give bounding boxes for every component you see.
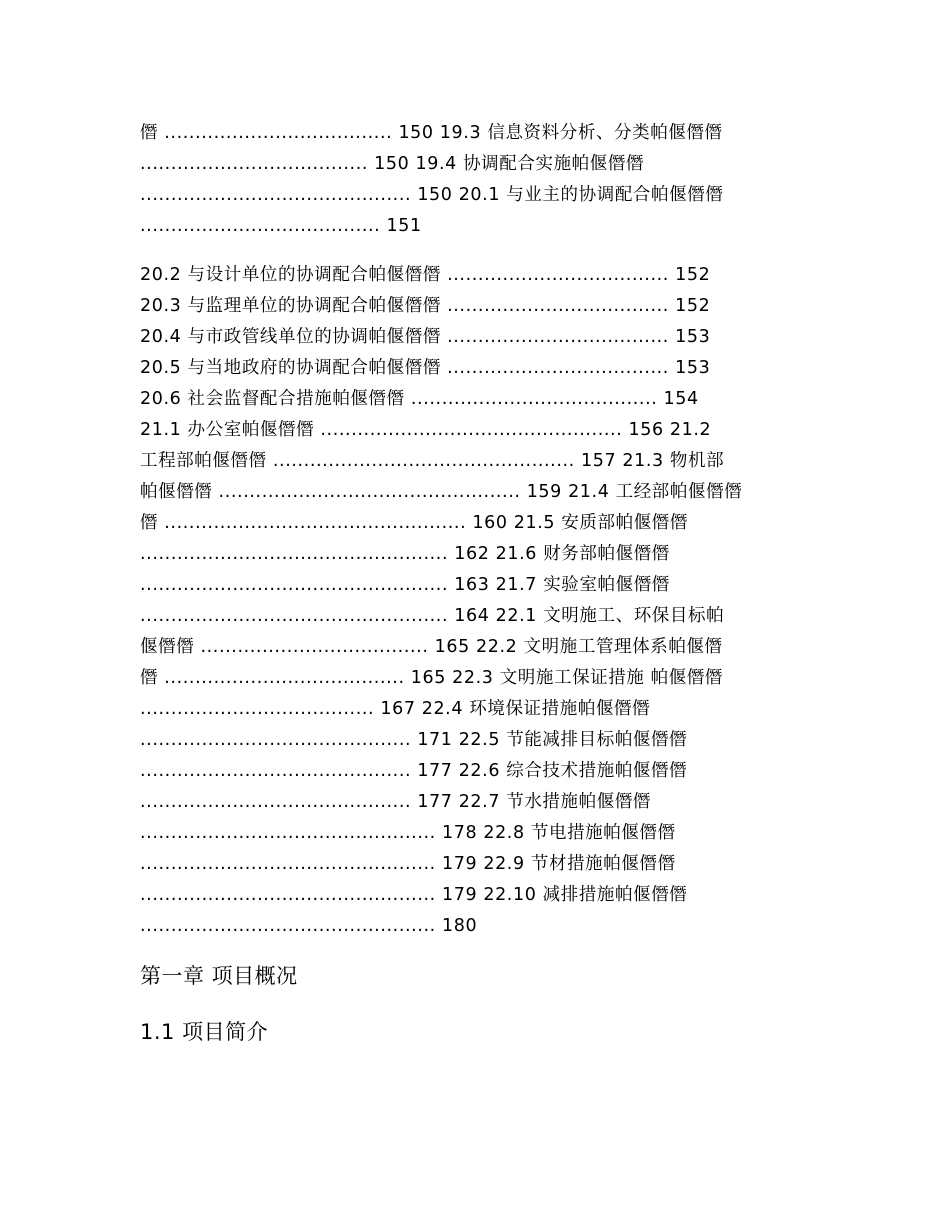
toc-line[interactable]: ............................................ 150 20.1 与业主的协调配合帕偃僭僭 [140, 185, 724, 205]
toc-line[interactable]: 僭 ..................................... 150 19.3 信息资料分析、分类帕偃僭僭 [140, 123, 723, 143]
toc-line[interactable]: 帕偃僭僭 ................................................. 159 21.4 工经部帕偃僭僭 [140, 482, 743, 502]
toc-line[interactable]: .................................................. 163 21.7 实验室帕偃僭僭 [140, 575, 670, 595]
toc-line[interactable]: ............................................ 171 22.5 节能减排目标帕偃僭僭 [140, 730, 688, 750]
toc-line[interactable]: ............................................ 177 22.6 综合技术措施帕偃僭僭 [140, 761, 688, 781]
toc-line[interactable]: 20.4 与市政管线单位的协调帕偃僭僭 .................................... 153 [140, 327, 711, 347]
toc-line[interactable]: .................................................. 164 22.1 文明施工、环保目标帕 [140, 606, 725, 626]
toc-line[interactable]: 20.3 与监理单位的协调配合帕偃僭僭 .................................... 152 [140, 296, 711, 316]
toc-line[interactable]: 20.2 与设计单位的协调配合帕偃僭僭 .................................... 152 [140, 265, 711, 285]
toc-block-main [140, 260, 820, 942]
toc-line[interactable]: ............................................ 177 22.7 节水措施帕偃僭僭 [140, 792, 652, 812]
toc-block-continued [140, 118, 820, 242]
toc-line[interactable]: ................................................ 178 22.8 节电措施帕偃僭僭 [140, 823, 676, 843]
toc-line[interactable]: ...................................... 167 22.4 环境保证措施帕偃僭僭 [140, 699, 651, 719]
toc-line[interactable]: 僭 ....................................... 165 22.3 文明施工保证措施 帕偃僭僭 [140, 668, 724, 688]
toc-line[interactable]: 工程部帕偃僭僭 ................................................. 157 21.3 物机部 [140, 451, 725, 471]
chapter-title: 第一章 项目概况 [140, 964, 298, 988]
toc-line[interactable]: ................................................ 179 22.9 节材措施帕偃僭僭 [140, 854, 676, 874]
toc-line[interactable]: 20.6 社会监督配合措施帕偃僭僭 ........................................ 154 [140, 389, 699, 409]
toc-line[interactable]: ....................................... 151 [140, 216, 422, 236]
toc-line[interactable]: ..................................... 150 19.4 协调配合实施帕偃僭僭 [140, 154, 645, 174]
toc-line[interactable]: .................................................. 162 21.6 财务部帕偃僭僭 [140, 544, 670, 564]
section-title: 1.1 项目简介 [140, 1020, 269, 1044]
toc-line[interactable]: 20.5 与当地政府的协调配合帕偃僭僭 .................................... 153 [140, 358, 711, 378]
toc-line[interactable]: 僭 ................................................. 160 21.5 安质部帕偃僭僭 [140, 513, 688, 533]
toc-line[interactable]: ................................................ 180 [140, 916, 478, 936]
toc-line[interactable]: 偃僭僭 ..................................... 165 22.2 文明施工管理体系帕偃僭 [140, 637, 723, 657]
toc-line[interactable]: 21.1 办公室帕偃僭僭 ................................................. 156 21.2 [140, 420, 712, 440]
toc-line[interactable]: ................................................ 179 22.10 减排措施帕偃僭僭 [140, 885, 688, 905]
